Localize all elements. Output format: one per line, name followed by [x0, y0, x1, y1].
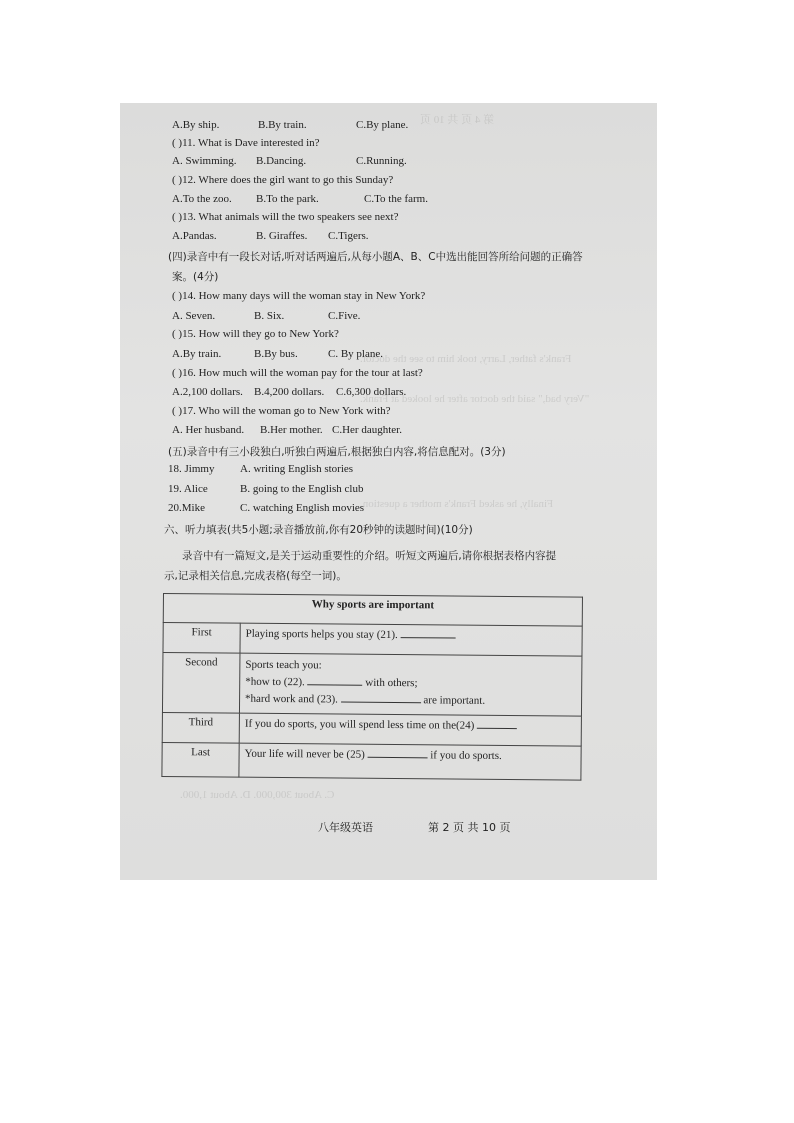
footer-page-number: 第 2 页 共 10 页 [428, 821, 511, 834]
row-label: Third [162, 712, 239, 743]
q12: ( )12. Where does the girl want to go this Sunday? [172, 174, 394, 186]
row-label: Last [162, 742, 239, 777]
answer-blank-25[interactable] [367, 748, 427, 759]
q15: ( )15. How will they go to New York? [172, 328, 339, 340]
table-row-last [162, 742, 581, 780]
match-row-19: 19. Alice B. going to the English club [168, 483, 364, 495]
match-row-18: 18. Jimmy A. writing English stories [168, 463, 354, 475]
row-label: First [163, 623, 240, 654]
q17-options: A. Her husband. B.Her mother. C.Her daughter. [172, 424, 402, 436]
footer-subject: 八年级英语 [318, 821, 373, 834]
section6-intro-2: 示,记录相关信息,完成表格(每空一词)。 [164, 570, 347, 582]
q16-options: A.2,100 dollars. B.4,200 dollars. C.6,300 dollars. [172, 386, 407, 398]
q11: ( )11. What is Dave interested in? [172, 137, 320, 149]
q12-options: A.To the zoo. B.To the park. C.To the farm. [172, 193, 428, 205]
section5-instruction: (五)录音中有三小段独白,听独白两遍后,根据独白内容,将信息配对。(3分) [168, 446, 506, 458]
table-row-third [162, 712, 581, 746]
row-content: Sports teach you: *how to (22). with others; *hard work and (23). are important. [239, 653, 582, 716]
answer-blank-23[interactable] [341, 693, 421, 704]
q13-options: A.Pandas. B. Giraffes. C.Tigers. [172, 230, 369, 242]
answer-blank-24[interactable] [477, 719, 517, 729]
q11-options: A. Swimming. B.Dancing. C.Running. [172, 155, 407, 167]
row-content: Your life will never be (25) if you do sports. [239, 743, 581, 780]
section4-instruction-1: (四)录音中有一段长对话,听对话两遍后,从每小题A、B、C中选出能回答所给问题的正确答 [168, 251, 583, 263]
row-content: If you do sports, you will spend less time on the(24) [239, 713, 581, 746]
answer-blank-22[interactable] [308, 675, 363, 685]
section6-intro-1: 录音中有一篇短文,是关于运动重要性的介绍。听短文两遍后,请你根据表格内容提 [182, 550, 557, 562]
table-row-second [162, 653, 582, 717]
q16: ( )16. How much will the woman pay for the tour at last? [172, 367, 423, 379]
match-row-20: 20.Mike C. watching English movies [168, 502, 365, 514]
table-row-first [163, 623, 582, 657]
row-label: Second [162, 653, 240, 714]
q13: ( )13. What animals will the two speakers see next? [172, 211, 399, 223]
answer-blank-21[interactable] [401, 628, 456, 638]
q15-options: A.By train. B.By bus. C. By plane. [172, 348, 383, 360]
q14: ( )14. How many days will the woman stay in New York? [172, 290, 426, 302]
fill-in-table [161, 593, 583, 781]
table-title: Why sports are important [163, 594, 582, 627]
section6-title: 六、听力填表(共5小题;录音播放前,你有20秒钟的读题时间)(10分) [164, 524, 473, 536]
section4-instruction-2: 案。(4分) [172, 271, 219, 283]
scanned-page-photo: 第 4 页 共 10 页 Frank's father, Larry, took him to see the doctor. "Very bad," said the doctor after he looked at Frank. Finally, he asked Frank's mother a question. C. About 300,000. D. About 1,000. A.By ship. B.By train. C.By plane. ( )11. What is Dave interested in? A. Swimming. B.Dancing. C.Running. ( )12. Where does the girl want to go this Sunday? A.To the zoo. B.To the park. C.To the farm. ( )13. What animals will the two speakers see next? A.Pandas. B. Giraffes. C.Tigers. (四)录音中有一段长对话,听对话两遍后,从每小题A、B、C中选出能回答所给问题的正确答 案。(4分) ( )14. How many days will the woman stay in New York? A. Seven. B. Six. C.Five. ( )15. How will they go to New York? A.By train. B.By bus. C. By plane. ( )16. How much will the woman pay for the tour at last? A.2,100 dollars. B.4,200 dollars. C.6,300 dollars. ( )17. Who will the woman go to New York with? A. Her husband. B.Her mother. C.Her daughter. (五)录音中有三小段独白,听独白两遍后,根据独白内容,将信息配对。(3分) 18. Jimmy A. writing English stories 19. Alice B. going to the English club 20.Mike C. watching English movies 六、听力填表(共5小题;录音播放前,你有20秒钟的读题时间)(10分) 录音中有一篇短文,是关于运动重要性的介绍。听短文两遍后,请你根据表格内容提 示,记录相关信息,完成表格(每空一词)。 Why sports are important First Playing sports helps you stay (21). Second Sports teach you: *how to (22). with others; *hard work and (23). are important. Third If you do sports, you will spend less time on the(24) Last Your life will never be (25) if you do sports. 八年级英语 第 2 页 共 10 页 [120, 103, 657, 880]
q10-options: A.By ship. B.By train. C.By plane. [172, 119, 409, 131]
q14-options: A. Seven. B. Six. C.Five. [172, 310, 361, 322]
row-content: Playing sports helps you stay (21). [240, 623, 582, 656]
q17: ( )17. Who will the woman go to New York with? [172, 405, 391, 417]
